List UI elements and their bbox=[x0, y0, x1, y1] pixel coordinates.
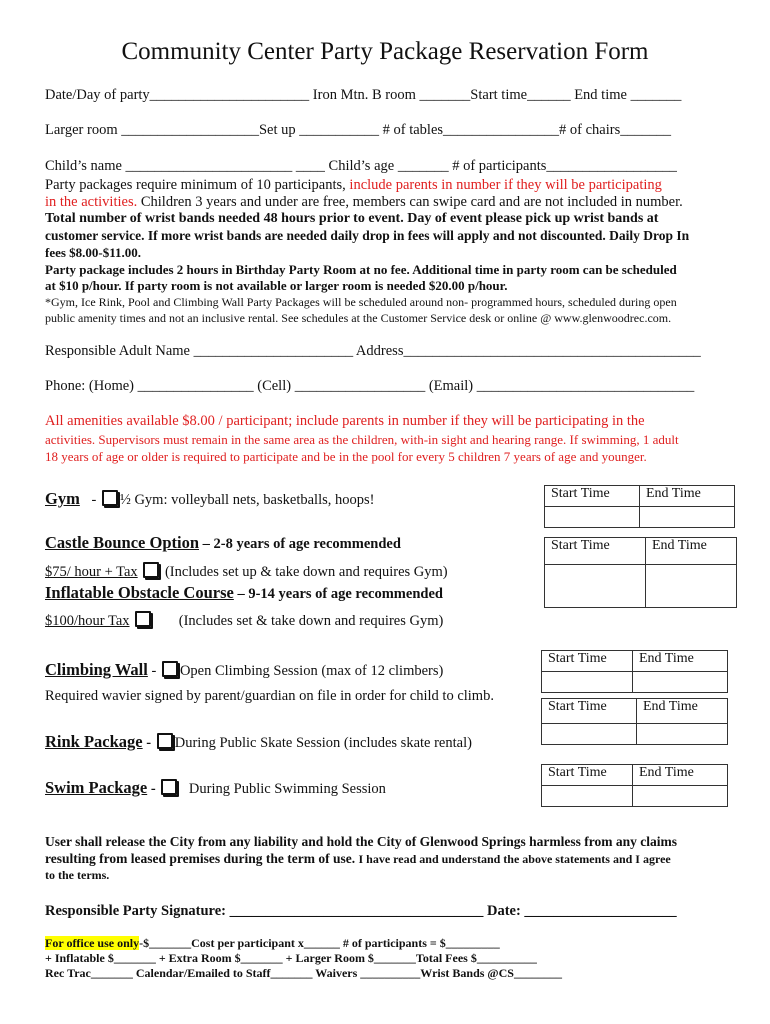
climbing-dash: - bbox=[151, 663, 157, 679]
party-room-line1: Party package includes 2 hours in Birthday Party Room at no fee. Additional time in party room can be scheduled bbox=[45, 262, 677, 277]
wristbands-line3: fees $8.00-$11.00. bbox=[45, 245, 142, 260]
climbing-start-label-1: Start Time bbox=[542, 651, 633, 672]
gym-row bbox=[45, 489, 374, 509]
rink-dash: - bbox=[146, 735, 152, 751]
swim-description: During Public Swimming Session bbox=[188, 781, 386, 797]
swim-end-cell[interactable] bbox=[633, 786, 728, 807]
amenities-line2: activities. Supervisors must remain in the same area as the children, with-in sight and hearing range. If swimming, 1 adult bbox=[45, 432, 679, 447]
castle-heading: Castle Bounce Option bbox=[45, 533, 200, 552]
child-info-row[interactable]: Child’s name _______________________ ____ Child’s age _______ # of participants__________________ bbox=[45, 158, 677, 174]
swim-heading: Swim Package bbox=[45, 778, 148, 797]
obstacle-description: (Includes set & take down and requires Gym) bbox=[178, 613, 444, 629]
obstacle-age: – 9-14 years of age recommended bbox=[237, 586, 443, 602]
schedule-note-line1: *Gym, Ice Rink, Pool and Climbing Wall Party Packages will be scheduled around non- programmed hours, scheduled during open bbox=[45, 295, 677, 309]
gym-start-cell[interactable] bbox=[545, 507, 640, 528]
castle-age: – 2-8 years of age recommended bbox=[202, 536, 401, 552]
gym-end-cell[interactable] bbox=[640, 507, 735, 528]
responsible-adult-row[interactable]: Responsible Adult Name ______________________ Address_________________________________________ bbox=[45, 343, 701, 359]
wristbands-line1: Total number of wrist bands needed 48 hours prior to event. Day of event please pick up wrist bands at bbox=[45, 211, 659, 226]
packages-note-line2 bbox=[45, 194, 683, 211]
climbing-end-cell-2[interactable] bbox=[637, 724, 728, 745]
obstacle-row bbox=[45, 583, 443, 603]
release-line1: User shall release the City from any liability and hold the City of Glenwood Springs harmless from any claims bbox=[45, 834, 678, 849]
climbing-end-label-2: End Time bbox=[637, 699, 728, 724]
rink-row bbox=[45, 732, 472, 752]
room-setup-row[interactable]: Larger room ___________________Set up ___________ # of tables________________# of chairs_______ bbox=[45, 122, 671, 138]
signature-row[interactable]: Responsible Party Signature: ___________________________________ Date: _____________________ bbox=[45, 903, 677, 919]
gym-description: ½ Gym: volleyball nets, basketballs, hoops! bbox=[119, 492, 375, 508]
castle-description: (Includes set up & take down and requires Gym) bbox=[164, 564, 448, 580]
agreement-text: I have read and understand the above statements and I agree bbox=[358, 852, 671, 866]
climbing-description: Open Climbing Session (max of 12 climbers) bbox=[179, 663, 444, 679]
gym-end-label: End Time bbox=[640, 486, 735, 507]
packages-red-note-cont: in the activities. bbox=[45, 194, 138, 210]
obstacle-heading: Inflatable Obstacle Course bbox=[45, 583, 234, 602]
climbing-heading: Climbing Wall bbox=[45, 660, 148, 679]
office-cost-fields[interactable]: -$_______Cost per participant x______ # of participants = $_________ bbox=[139, 936, 500, 950]
obstacle-price-row bbox=[45, 611, 443, 630]
swim-start-label: Start Time bbox=[542, 765, 633, 786]
schedule-note-line2: public amenity times and not an inclusive rental. See schedules at the Customer Service desk or online @ www.glenwoodrec.com. bbox=[45, 311, 672, 325]
release-line2 bbox=[45, 851, 671, 867]
office-line2[interactable]: + Inflatable $_______ + Extra Room $_______ + Larger Room $_______Total Fees $__________ bbox=[45, 951, 537, 965]
climbing-checkbox[interactable] bbox=[162, 661, 178, 677]
wristbands-line2: customer service. If more wrist bands are needed daily drop in fees will apply and not discounted. Daily Drop In bbox=[45, 228, 690, 243]
release-line3: to the terms. bbox=[45, 868, 110, 882]
inflatable-end-cell[interactable] bbox=[646, 565, 737, 608]
obstacle-checkbox[interactable] bbox=[135, 611, 151, 627]
climbing-start-label-2: Start Time bbox=[542, 699, 637, 724]
climbing-start-cell-2[interactable] bbox=[542, 724, 637, 745]
inflatable-end-label: End Time bbox=[646, 538, 737, 565]
packages-red-note: include parents in number if they will be participating bbox=[349, 177, 662, 193]
office-use-label: For office use only bbox=[45, 936, 140, 950]
climbing-waiver: Required wavier signed by parent/guardian on file in order for child to climb. bbox=[45, 688, 494, 704]
climbing-row bbox=[45, 660, 443, 680]
castle-price-row bbox=[45, 562, 448, 581]
form-title: Community Center Party Package Reservation Form bbox=[121, 38, 649, 65]
gym-heading: Gym bbox=[45, 489, 80, 508]
packages-note-line1 bbox=[45, 177, 662, 194]
office-line3[interactable]: Rec Trac_______ Calendar/Emailed to Staff_______ Waivers __________Wrist Bands @CS________ bbox=[45, 966, 562, 980]
gym-time-table bbox=[544, 485, 735, 528]
inflatable-start-cell[interactable] bbox=[545, 565, 646, 608]
swim-time-table bbox=[541, 764, 728, 807]
climbing-end-label-1: End Time bbox=[633, 651, 728, 672]
swim-end-label: End Time bbox=[633, 765, 728, 786]
rink-description: During Public Skate Session (includes skate rental) bbox=[174, 735, 472, 751]
climbing-time-table-2 bbox=[541, 698, 728, 745]
swim-start-cell[interactable] bbox=[542, 786, 633, 807]
climbing-end-cell-1[interactable] bbox=[633, 672, 728, 693]
climbing-time-table-1 bbox=[541, 650, 728, 693]
amenities-line1: All amenities available $8.00 / participant; include parents in number if they will be participating in the bbox=[45, 413, 645, 429]
swim-checkbox[interactable] bbox=[161, 779, 177, 795]
obstacle-price: $100/hour Tax bbox=[45, 613, 130, 629]
castle-price: $75/ hour + Tax bbox=[45, 564, 138, 580]
gym-dash: - bbox=[91, 492, 97, 508]
rink-checkbox[interactable] bbox=[157, 733, 173, 749]
gym-start-label: Start Time bbox=[545, 486, 640, 507]
inflatable-time-table bbox=[544, 537, 737, 608]
rink-heading: Rink Package bbox=[45, 732, 143, 751]
swim-row bbox=[45, 778, 386, 798]
castle-row bbox=[45, 533, 401, 553]
castle-checkbox[interactable] bbox=[143, 562, 159, 578]
office-line1 bbox=[45, 936, 500, 951]
gym-checkbox[interactable] bbox=[102, 490, 118, 506]
climbing-start-cell-1[interactable] bbox=[542, 672, 633, 693]
release-text: resulting from leased premises during the term of use. bbox=[45, 851, 356, 866]
packages-tail: Children 3 years and under are free, members can swipe card and are not included in number. bbox=[140, 194, 683, 210]
packages-intro: Party packages require minimum of 10 participants, bbox=[45, 177, 346, 193]
phone-row[interactable]: Phone: (Home) ________________ (Cell) __________________ (Email) ______________________________ bbox=[45, 378, 695, 394]
amenities-line3: 18 years of age or older is required to participate and be in the pool for every 5 children 7 years of age and younger. bbox=[45, 449, 647, 464]
swim-dash: - bbox=[150, 781, 156, 797]
party-room-line2: at $10 p/hour. If party room is not available or larger room is needed $20.00 p/hour. bbox=[45, 278, 508, 293]
party-date-row[interactable]: Date/Day of party______________________ Iron Mtn. B room _______Start time______ End time _______ bbox=[45, 87, 682, 103]
inflatable-start-label: Start Time bbox=[545, 538, 646, 565]
